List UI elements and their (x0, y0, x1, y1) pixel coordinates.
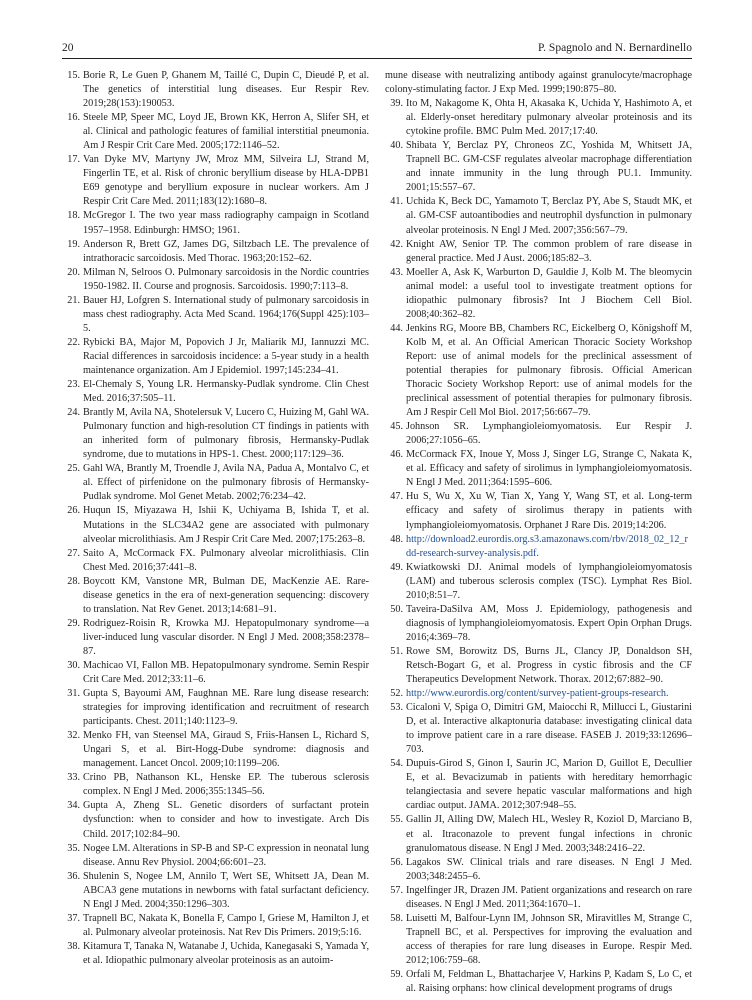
reference-text: Dupuis-Girod S, Ginon I, Saurin JC, Marion D, Guillot E, Decullier E, et al. Bevacizumab in patients with hereditary hemorrhagic telangiectasia and severe hepatic vascular malformations and high cardiac output. JAMA. 2012;307:948–55. (406, 758, 692, 812)
reference-item (385, 448, 692, 490)
reference-number: 31. (67, 688, 80, 700)
reference-number: 18. (67, 210, 80, 222)
reference-link[interactable]: http://download2.eurordis.org.s3.amazonaws.com/rbv/2018_02_12_rdd-research-survey-analysis.pdf. (406, 533, 688, 559)
reference-number: 29. (67, 617, 80, 629)
reference-text: Machicao VI, Fallon MB. Hepatopulmonary syndrome. Semin Respir Crit Care Med. 2012;33:11–6. (83, 659, 369, 686)
reference-item (62, 294, 369, 336)
reference-number: 44. (390, 322, 403, 334)
reference-number: 20. (67, 266, 80, 278)
reference-item (62, 771, 369, 799)
reference-number: 22. (67, 336, 80, 348)
reference-text: Gupta S, Bayoumi AM, Faughnan ME. Rare lung disease research: strategies for improving identification and recruitment of research participants. Chest. 2011;140:1123–9. (83, 688, 369, 728)
reference-text: Orfali M, Feldman L, Bhattacharjee V, Harkins P, Kadam S, Lo C, et al. Raising orphans: how clinical development programs of drugs (406, 969, 692, 995)
reference-text: Ito M, Nakagome K, Ohta H, Akasaka K, Uchida Y, Hashimoto A, et al. Elderly-onset hereditary pulmonary alveolar proteinosis and its cytokine profile. BMC Pulm Med. 2017;17:40. (406, 98, 692, 138)
reference-item (62, 238, 369, 266)
reference-item (385, 69, 692, 97)
reference-text: Saito A, McCormack FX. Pulmonary alveolar microlithiasis. Clin Chest Med. 2016;37:441–8. (83, 547, 369, 573)
reference-text: Rowe SM, Borowitz DS, Burns JL, Clancy JP, Donaldson SH, Retsch-Bogart G, et al. Progress in cystic fibrosis and the CF Therapeutics Development Network. Thorax. 2012;67:882–90. (406, 645, 692, 686)
reference-text: Jenkins RG, Moore BB, Chambers RC, Eickelberg O, Königshoff M, Kolb M, et al. An Official American Thoracic Society Workshop Report: use of animal models for the preclinical assessment of potential therapies for pulmonary fibrosis. Official American Thoracic Society Workshop Report: use of animal models for the preclinical assessment of potential therapies for pulmonary fibrosis. Am J Respir Cell Mol Biol. 2017;56:667–79. (406, 322, 692, 419)
reference-item (385, 238, 692, 266)
reference-number: 49. (390, 561, 403, 573)
reference-text: Gupta A, Zheng SL. Genetic disorders of surfactant protein dysfunction: when to consider and how to investigate. Arch Dis Child. 2017;102:84–90. (83, 800, 369, 840)
reference-number: 40. (390, 140, 403, 152)
reference-link[interactable]: http://www.eurordis.org/content/survey-patient-groups-research. (406, 688, 669, 700)
reference-item (385, 266, 692, 322)
reference-text: Anderson R, Brett GZ, James DG, Siltzbach LE. The prevalence of intrathoracic sarcoidosis. Med Thorac. 1963;20:152–62. (83, 238, 369, 264)
reference-number: 34. (67, 800, 80, 812)
header-rule (62, 58, 692, 59)
reference-number: 47. (390, 491, 403, 503)
reference-number: 19. (67, 238, 80, 250)
reference-number: 25. (67, 463, 80, 475)
reference-text: Nogee LM. Alterations in SP-B and SP-C expression in neonatal lung disease. Annu Rev Physiol. 2004;66:601–23. (83, 842, 369, 868)
reference-number: 52. (390, 688, 403, 700)
reference-text: El-Chemaly S, Young LR. Hermansky-Pudlak syndrome. Clin Chest Med. 2016;37:505–11. (83, 379, 369, 405)
reference-number: 54. (390, 758, 403, 770)
reference-number: 45. (390, 421, 403, 433)
reference-text: Borie R, Le Guen P, Ghanem M, Taillé C, Dupin C, Dieudé P, et al. The genetics of interstitial lung diseases. Eur Respir Rev. 2019;28(153):190053. (83, 70, 369, 110)
reference-item (62, 378, 369, 406)
reference-item (62, 111, 369, 153)
reference-item (385, 701, 692, 757)
reference-number: 58. (390, 912, 403, 924)
reference-text: Gahl WA, Brantly M, Troendle J, Avila NA, Padua A, Montalvo C, et al. Effect of pirfenidone on the pulmonary fibrosis of Hermansky-Pudlak syndrome. Mol Genet Metab. 2002;76:234–42. (83, 463, 369, 503)
reference-number: 37. (67, 912, 80, 924)
reference-text: Knight AW, Senior TP. The common problem of rare disease in general practice. Med J Aust. 2006;185:82–3. (406, 238, 692, 264)
reference-text: Gallin JI, Alling DW, Malech HL, Wesley R, Koziol D, Marciano B, et al. Itraconazole to prevent fungal infections in chronic granulomatous disease. N Engl J Med. 2003;348:2416–22. (406, 814, 692, 854)
reference-text: Rodriguez-Roisin R, Krowka MJ. Hepatopulmonary syndrome—a liver-induced lung vascular disorder. N Engl J Med. 2008;358:2378–87. (83, 617, 369, 657)
reference-item (385, 195, 692, 237)
reference-item (385, 968, 692, 996)
reference-number: 30. (67, 659, 80, 671)
reference-text: McCormack FX, Inoue Y, Moss J, Singer LG, Strange C, Nakata K, et al. Efficacy and safety of sirolimus in lymphangioleiomyomatosis. N Engl J Med. 2011;364:1595–606. (406, 449, 692, 489)
page-header (62, 40, 692, 56)
reference-number: 32. (67, 730, 80, 742)
reference-item (385, 884, 692, 912)
reference-number: 50. (390, 603, 403, 615)
reference-number: 55. (390, 814, 403, 826)
reference-text: Ingelfinger JR, Drazen JM. Patient organizations and research on rare diseases. N Engl J Med. 2011;364:1670–1. (406, 884, 692, 910)
reference-item (62, 617, 369, 659)
reference-item (62, 940, 369, 968)
reference-text: Kwiatkowski DJ. Animal models of lymphangioleiomyomatosis (LAM) and tuberous sclerosis complex (TSC). Lymphat Res Biol. 2010;8:51–7. (406, 561, 692, 601)
reference-item (62, 266, 369, 294)
reference-text: mune disease with neutralizing antibody against granulocyte/macrophage colony-stimulating factor. J Exp Med. 1999;190:875–80. (385, 70, 692, 96)
reference-text: Hu S, Wu X, Xu W, Tian X, Yang Y, Wang ST, et al. Long-term efficacy and safety of sirolimus therapy in patients with lymphangioleiomyomatosis. Orphanet J Rare Dis. 2019;14:206. (406, 491, 692, 531)
reference-text: Boycott KM, Vanstone MR, Bulman DE, MacKenzie AE. Rare-disease genetics in the era of next-generation sequencing: discovery to translation. Nat Rev Genet. 2013;14:681–91. (83, 575, 369, 615)
reference-item (385, 603, 692, 645)
reference-number: 48. (390, 533, 403, 545)
reference-item (385, 533, 692, 561)
reference-item (62, 462, 369, 504)
reference-number: 16. (67, 112, 80, 124)
reference-item (385, 813, 692, 855)
reference-text: Luisetti M, Balfour-Lynn IM, Johnson SR, Miravitlles M, Strange C, Trapnell BC, et al. Perspectives for improving the evaluation and access of therapies for rare lung diseases in Europe. Respir Med. 2012;106:759–68. (406, 912, 692, 966)
reference-number: 46. (390, 449, 403, 461)
reference-number: 41. (390, 196, 403, 208)
reference-item (62, 209, 369, 237)
reference-number: 35. (67, 842, 80, 854)
reference-item (62, 799, 369, 841)
reference-text: Johnson SR. Lymphangioleiomyomatosis. Eur Respir J. 2006;27:1056–65. (406, 421, 692, 447)
reference-text: Kitamura T, Tanaka N, Watanabe J, Uchida, Kanegasaki S, Yamada Y, et al. Idiopathic pulmonary alveolar proteinosis as an autoim- (83, 940, 369, 966)
reference-number: 33. (67, 772, 80, 784)
reference-text: Taveira-DaSilva AM, Moss J. Epidemiology, pathogenesis and diagnosis of lymphangioleiomyomatosis. Expert Opin Orphan Drugs. 2016;4:369–78. (406, 603, 692, 643)
reference-text: Milman N, Selroos O. Pulmonary sarcoidosis in the Nordic countries 1950-1982. II. Course and prognosis. Sarcoidosis. 1990;7:113–8. (83, 266, 369, 292)
reference-text: Lagakos SW. Clinical trials and rare diseases. N Engl J Med. 2003;348:2455–6. (406, 856, 692, 882)
reference-item (62, 575, 369, 617)
reference-item (62, 687, 369, 729)
reference-number: 57. (390, 884, 403, 896)
reference-item (385, 420, 692, 448)
reference-item (385, 561, 692, 603)
reference-item (385, 139, 692, 195)
reference-item (62, 659, 369, 687)
reference-text: Menko FH, van Steensel MA, Giraud S, Friis-Hansen L, Richard S, Ungari S, et al. Birt-Hogg-Dube syndrome: diagnosis and management. Lancet Oncol. 2009;10:1199–206. (83, 730, 369, 770)
reference-item (385, 97, 692, 139)
reference-column-left (62, 69, 369, 996)
reference-text: McGregor I. The two year mass radiography campaign in Scotland 1957–1958. Edinburgh: HMSO; 1961. (83, 210, 369, 236)
reference-text: Crino PB, Nathanson KL, Henske EP. The tuberous sclerosis complex. N Engl J Med. 2006;355:1345–56. (83, 772, 369, 798)
reference-number: 38. (67, 940, 80, 952)
reference-item (385, 757, 692, 813)
reference-item (385, 912, 692, 968)
reference-text: Brantly M, Avila NA, Shotelersuk V, Lucero C, Huizing M, Gahl WA. Pulmonary function and high-resolution CT findings in patients with an inherited form of pulmonary fibrosis, Hermansky-Pudlak syndrome, due to mutations in HPS-1. Chest. 2000;117:129–36. (83, 407, 369, 461)
reference-text: Steele MP, Speer MC, Loyd JE, Brown KK, Herron A, Slifer SH, et al. Clinical and pathologic features of familial interstitial pneumonia. Am J Respir Crit Care Med. 2005;172:1146–52. (83, 112, 369, 152)
reference-item (62, 69, 369, 111)
reference-number: 43. (390, 266, 403, 278)
reference-list (62, 69, 692, 996)
reference-number: 39. (390, 98, 403, 110)
reference-number: 36. (67, 870, 80, 882)
reference-number: 15. (67, 70, 80, 81)
reference-text: Uchida K, Beck DC, Yamamoto T, Berclaz PY, Abe S, Staudt MK, et al. GM-CSF autoantibodies and neutrophil dysfunction in pulmonary alveolar proteinosis. N Engl J Med. 2007;356:567–79. (406, 196, 692, 236)
reference-text: Shibata Y, Berclaz PY, Chroneos ZC, Yoshida M, Whitsett JA, Trapnell BC. GM-CSF regulates alveolar macrophage differentiation and innate immunity in the lung through PU.1. Immunity. 2001;15:557–67. (406, 140, 692, 194)
reference-item (62, 870, 369, 912)
reference-number: 23. (67, 379, 80, 391)
reference-item (62, 842, 369, 870)
reference-item (62, 729, 369, 771)
reference-text: Shulenin S, Nogee LM, Annilo T, Wert SE, Whitsett JA, Dean M. ABCA3 gene mutations in newborns with fatal surfactant deficiency. N Engl J Med. 2004;350:1296–303. (83, 870, 369, 910)
reference-item (62, 547, 369, 575)
reference-text: Moeller A, Ask K, Warburton D, Gauldie J, Kolb M. The bleomycin animal model: a useful tool to investigate treatment options for idiopathic pulmonary fibrosis? Int J Biochem Cell Biol. 2008;40:362–82. (406, 266, 692, 320)
reference-item (385, 490, 692, 532)
reference-number: 26. (67, 505, 80, 517)
reference-text: Rybicki BA, Major M, Popovich J Jr, Maliarik MJ, Iannuzzi MC. Racial differences in sarcoidosis incidence: a 5-year study in a health maintenance organization. Am J Epidemiol. 1997;145:234–41. (83, 336, 369, 376)
reference-text: Huqun IS, Miyazawa H, Ishii K, Uchiyama B, Ishida T, et al. Mutations in the SLC34A2 gene are associated with pulmonary alveolar microlithiasis. Am J Respir Crit Care Med. 2007;175:263–8. (83, 505, 369, 545)
reference-number: 42. (390, 238, 403, 250)
running-head: P. Spagnolo and N. Bernardinello (538, 42, 692, 54)
reference-number: 17. (67, 154, 80, 166)
reference-column-right (385, 69, 692, 996)
reference-item (62, 504, 369, 546)
reference-item (385, 856, 692, 884)
reference-text: Cicaloni V, Spiga O, Dimitri GM, Maiocchi R, Millucci L, Giustarini D, et al. Interactive alkaptonuria database: investigating clinical data to improve patient care in a rare disease. FASEB J. 2019;33:12696–703. (406, 702, 692, 756)
reference-number: 56. (390, 856, 403, 868)
reference-number: 24. (67, 407, 80, 419)
reference-number: 21. (67, 294, 80, 306)
reference-text: Trapnell BC, Nakata K, Bonella F, Campo I, Griese M, Hamilton J, et al. Pulmonary alveolar proteinosis. Nat Rev Dis Primers. 2019;5:16. (83, 912, 369, 938)
page-number: 20 (62, 42, 74, 54)
reference-item (62, 912, 369, 940)
reference-number: 53. (390, 702, 403, 714)
reference-item (385, 687, 692, 701)
reference-item (62, 406, 369, 462)
reference-item (385, 322, 692, 420)
reference-item (385, 645, 692, 687)
reference-number: 51. (390, 645, 403, 657)
reference-text: Bauer HJ, Lofgren S. International study of pulmonary sarcoidosis in mass chest radiography. Acta Med Scand. 1964;176(Suppl 425):103–5. (83, 294, 369, 334)
reference-number: 59. (390, 969, 403, 980)
reference-item (62, 153, 369, 209)
reference-item (62, 336, 369, 378)
reference-number: 28. (67, 575, 80, 587)
reference-number: 27. (67, 547, 80, 559)
reference-text: Van Dyke MV, Martyny JW, Mroz MM, Silveira LJ, Strand M, Fingerlin TE, et al. Risk of chronic beryllium disease by HLA-DPB1 E69 genotype and beryllium exposure in nuclear workers. Am J Respir Crit Care Med. 2011;183(12):1680–8. (83, 154, 369, 208)
